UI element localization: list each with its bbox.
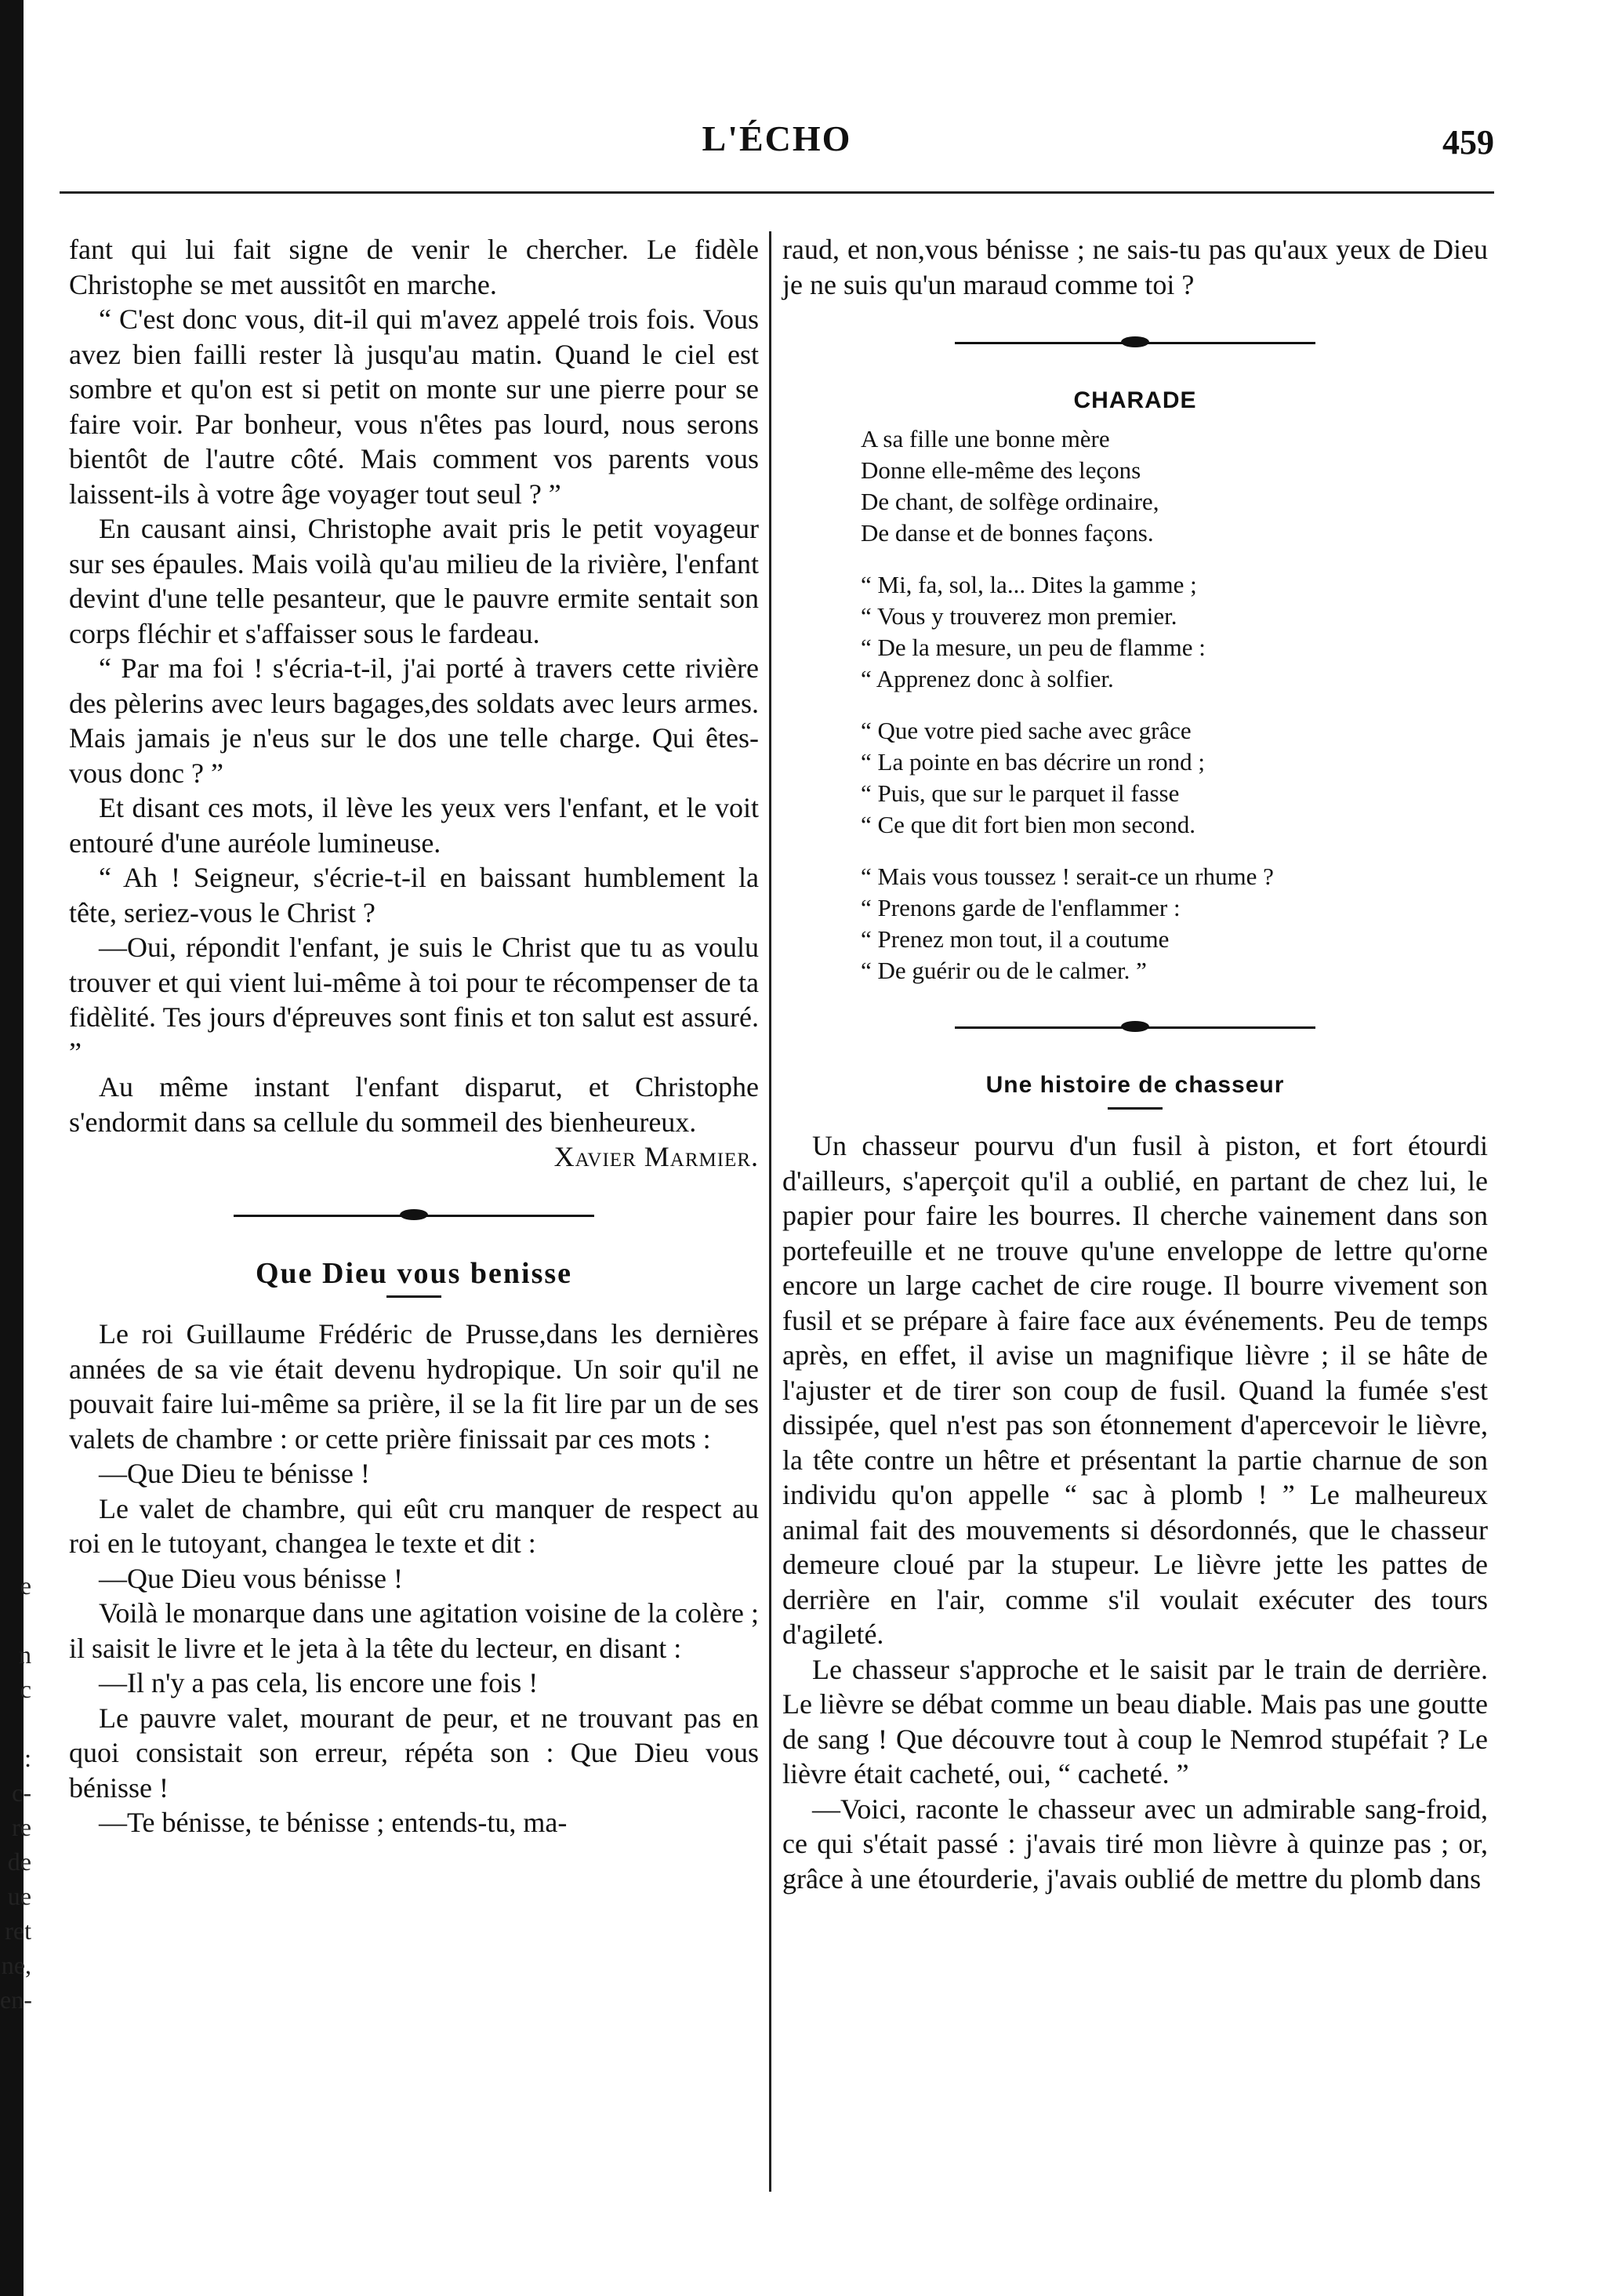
ornament-divider xyxy=(955,1018,1315,1037)
margin-text-fragment: re xyxy=(12,1813,31,1841)
margin-text-fragment: c xyxy=(20,1675,31,1703)
paragraph: Voilà le monarque dans une agitation voisine de la colère ; il saisit le livre et le jeta à la tête du lecteur, en disant : xyxy=(69,1597,759,1664)
poem-verse: “ Ce que dit fort bien mon second. xyxy=(861,810,1196,838)
paragraph: “ C'est donc vous, dit-il qui m'avez appelé trois fois. Vous avez bien failli rester là jusqu'au matin. Quand le ciel est sombre et qu'on est si petit on monte sur une pierre pour se faire voir. Par bonheur, vous n'êtes pas lourd, nous serons bientôt de l'autre côté. Mais comment vos parents vous laissent-ils à votre âge voyager tout seul ? ” xyxy=(69,303,759,510)
poem-verse: A sa fille une bonne mère xyxy=(861,424,1110,452)
left-column xyxy=(69,232,759,1840)
paragraph: Le chasseur s'approche et le saisit par le train de derrière. Le lièvre se débat comme un beau diable. Mais pas une goutte de sang ! Que découvre tout à coup le Nemrod stupéfait ? Le lièvre était cacheté, oui, “ cacheté. ” xyxy=(782,1653,1488,1789)
newspaper-page xyxy=(60,0,1494,2296)
paragraph: Un chasseur pourvu d'un fusil à piston, et fort étourdi d'ailleurs, s'aperçoit qu'il a oublié, en partant de chez lui, le papier pour faire les bourres. Il cherche vainement dans son portefeuille et ne trouve qu'une enveloppe de lettre qu'orne encore un large cachet de cire rouge. Il bourre vivement son fusil et se prépare à faire face aux événements. Peu de temps après, en effet, il avise un magnifique lièvre ; il se hâte de l'ajuster et de tirer son coup de fusil. Quand la fumée s'est dissipée, quel n'est pas son étonnement d'apercevoir le lièvre, la tête contre un hêtre et présentant la partie charnue de son individu qu'on appelle “ sac à plomb ! ” Le malheureux animal fait des mouvements si désordonnés, que le chasseur demeure cloué par la stupeur. Le lièvre jette les pattes de derrière en l'air, comme s'il voulait exécuter des tours d'agileté. xyxy=(782,1130,1488,1650)
paragraph: —Te bénisse, te bénisse ; entends-tu, ma- xyxy=(99,1807,568,1838)
margin-text-fragment: en- xyxy=(0,1985,32,2014)
charade-title: CHARADE xyxy=(1073,387,1197,413)
paragraph: —Il n'y a pas cela, lis encore une fois ! xyxy=(99,1667,539,1698)
poem-verse: De danse et de bonnes façons. xyxy=(861,518,1154,547)
story-chasseur xyxy=(782,1128,1488,1896)
page-header xyxy=(60,118,1494,173)
poem-stanza xyxy=(861,715,1488,841)
margin-text-fragment: : xyxy=(24,1744,31,1772)
poem-verse: De chant, de solfège ordinaire, xyxy=(861,487,1159,515)
ornament-divider xyxy=(234,1206,594,1225)
margin-text-fragment: ne, xyxy=(1,1951,31,1979)
margin-text-fragment: c- xyxy=(12,1778,31,1807)
title-underline xyxy=(1108,1107,1163,1110)
poem-verse: Donne elle-même des leçons xyxy=(861,456,1141,484)
poem-verse: “ Prenons garde de l'enflammer : xyxy=(861,893,1181,921)
poem-verse: “ Mais vous toussez ! serait-ce un rhume ? xyxy=(861,862,1274,890)
margin-text-fragment xyxy=(0,1603,31,1637)
poem-verse: “ Puis, que sur le parquet il fasse xyxy=(861,779,1180,807)
page-number: 459 xyxy=(1442,123,1494,162)
title-underline xyxy=(386,1295,441,1298)
margin-text-fragment: de xyxy=(7,1847,31,1876)
poem-verse: “ Apprenez donc à solfier. xyxy=(861,664,1114,692)
margin-text-fragment xyxy=(0,1706,31,1741)
paragraph: fant qui lui fait signe de venir le chercher. Le fidèle Christophe se met aussitôt en marche. xyxy=(69,234,759,300)
charade-poem xyxy=(861,423,1488,986)
paragraph: Et disant ces mots, il lève les yeux vers l'enfant, et le voit entouré d'une auréole lumineuse. xyxy=(69,792,759,859)
author-signature: Xavier Marmier. xyxy=(553,1141,759,1172)
margin-text-fragment: e xyxy=(20,1571,31,1600)
poem-verse: “ Mi, fa, sol, la... Dites la gamme ; xyxy=(861,570,1197,598)
margin-text-fragment: n xyxy=(19,1640,31,1669)
poem-stanza xyxy=(861,423,1488,549)
poem-verse: “ Que votre pied sache avec grâce xyxy=(861,716,1192,744)
margin-text-fragment: ue xyxy=(7,1882,31,1910)
poem-verse: “ De guérir ou de le calmer. ” xyxy=(861,956,1147,984)
story-que-dieu xyxy=(69,1317,759,1840)
poem-verse: “ De la mesure, un peu de flamme : xyxy=(861,633,1206,661)
section-title-que-dieu: Que Dieu vous benisse xyxy=(255,1256,573,1290)
poem-stanza xyxy=(861,569,1488,695)
adjacent-page-fragment xyxy=(0,1568,31,2017)
paragraph: —Voici, raconte le chasseur avec un admirable sang-froid, ce qui s'était passé : j'avais tiré mon lièvre à quinze pas ; or, grâce à une étourderie, j'avais oublié de mettre du plomb dans xyxy=(782,1793,1488,1895)
paragraph: “ Ah ! Seigneur, s'écrie-t-il en baissant humblement la tête, seriez-vous le Christ ? xyxy=(69,862,759,928)
poem-verse: “ La pointe en bas décrire un rond ; xyxy=(861,747,1205,776)
right-column xyxy=(782,232,1488,1896)
column-divider xyxy=(769,231,771,2192)
poem-stanza xyxy=(861,861,1488,986)
paragraph: “ Par ma foi ! s'écria-t-il, j'ai porté à travers cette rivière des pèlerins avec leurs bagages,des soldats avec leurs armes. Mais jamais je n'eus sur le dos une telle charge. Qui êtes-vous donc ? ” xyxy=(69,652,759,789)
story-title-chasseur: Une histoire de chasseur xyxy=(985,1071,1285,1098)
paragraph: —Oui, répondit l'enfant, je suis le Christ que tu as voulu trouver et qui vient lui-même à toi pour te récompenser de ta fidèlité. Tes jours d'épreuves sont finis et ton salut est assuré. ” xyxy=(69,932,759,1068)
poem-verse: “ Vous y trouverez mon premier. xyxy=(861,601,1177,630)
margin-text-fragment: ret xyxy=(5,1916,31,1945)
header-rule xyxy=(60,191,1494,194)
story-christophe xyxy=(69,232,759,1139)
paragraph: —Que Dieu te bénisse ! xyxy=(99,1458,370,1489)
paragraph: Le pauvre valet, mourant de peur, et ne trouvant pas en quoi consistait son erreur, répéta son : Que Dieu vous bénisse ! xyxy=(69,1702,759,1804)
paragraph: En causant ainsi, Christophe avait pris le petit voyageur sur ses épaules. Mais voilà qu'au milieu de la rivière, l'enfant devint d'une telle pesanteur, que le pauvre ermite sentait son corps fléchir et s'affaisser sous le fardeau. xyxy=(69,513,759,649)
journal-title: L'ÉCHO xyxy=(702,118,852,158)
paragraph: Le roi Guillaume Frédéric de Prusse,dans les dernières années de sa vie était devenu hydropique. Un soir qu'il ne pouvait faire lui-même sa prière, il se la fit lire par un de ses valets de chambre : or cette prière finissait par ces mots : xyxy=(69,1318,759,1455)
paragraph: —Que Dieu vous bénisse ! xyxy=(99,1562,403,1594)
paragraph: Au même instant l'enfant disparut, et Christophe s'endormit dans sa cellule du sommeil des bienheureux. xyxy=(69,1071,759,1138)
continued-text: raud, et non,vous bénisse ; ne sais-tu pas qu'aux yeux de Dieu je ne suis qu'un maraud comme toi ? xyxy=(782,234,1488,300)
paragraph: Le valet de chambre, qui eût cru manquer de respect au roi en le tutoyant, changea le texte et dit : xyxy=(69,1492,759,1559)
ornament-divider xyxy=(955,333,1315,352)
poem-verse: “ Prenez mon tout, il a coutume xyxy=(861,925,1170,953)
